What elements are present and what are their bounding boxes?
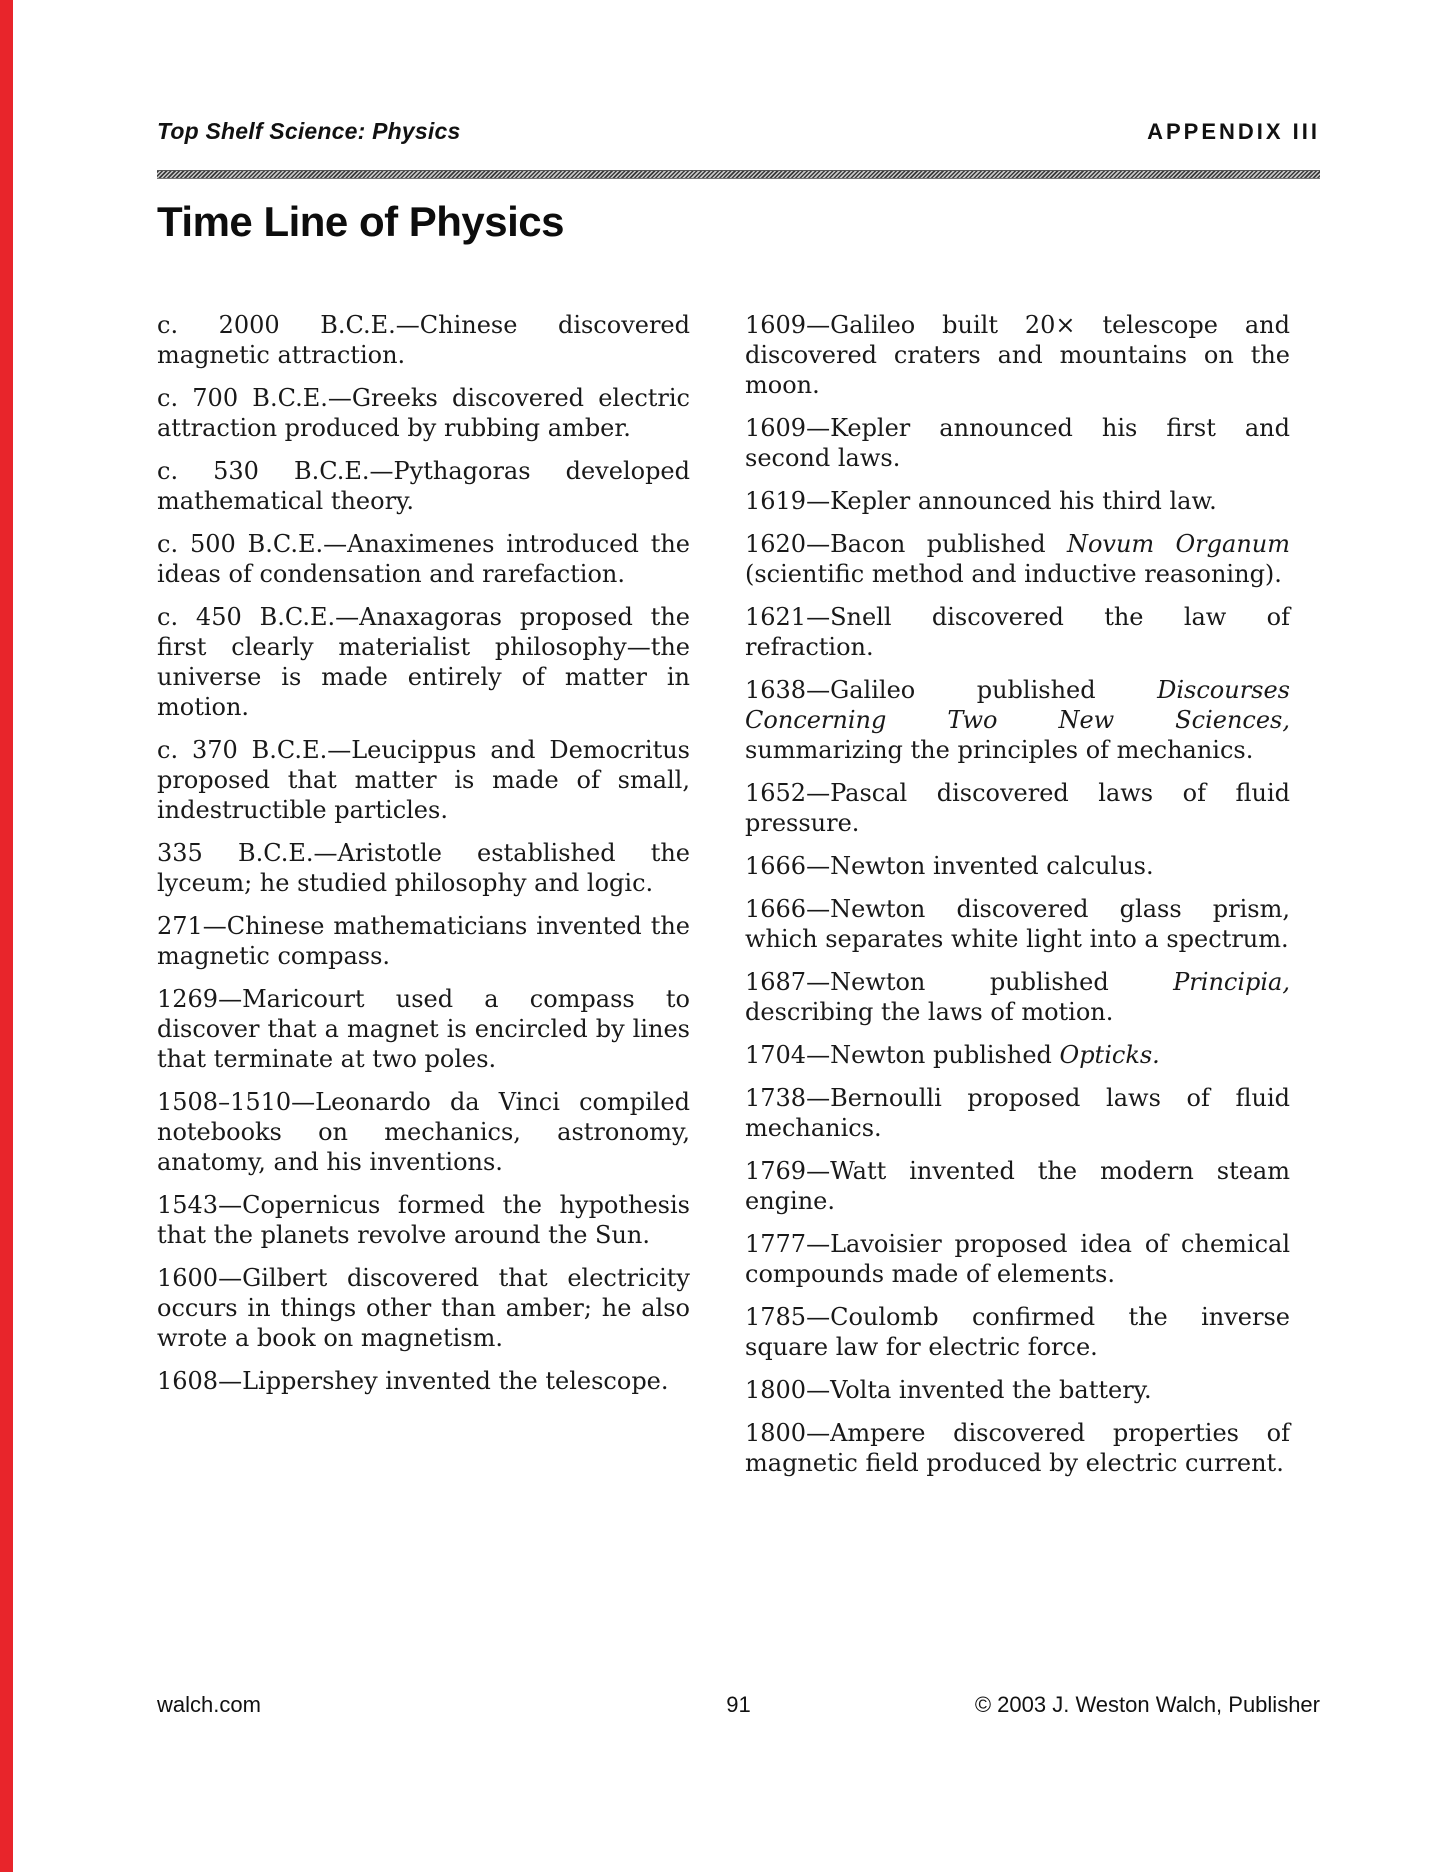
timeline-entry	[157, 383, 690, 443]
timeline-entry	[745, 1083, 1290, 1143]
timeline-entry-text: 1608—Lippershey invented the telescope.	[157, 1367, 669, 1395]
timeline-entry-text: 1621—Snell discovered the law of refraction.	[745, 603, 1290, 661]
timeline-entry	[745, 1302, 1290, 1362]
timeline-entry	[745, 894, 1290, 954]
timeline-entry-text: 1777—Lavoisier proposed idea of chemical compounds made of elements.	[745, 1230, 1290, 1288]
timeline-entry-text: 1785—Coulomb confirmed the inverse square law for electric force.	[745, 1303, 1290, 1361]
timeline-entry-text: 1800—Volta invented the battery.	[745, 1376, 1152, 1404]
timeline-entry	[745, 851, 1290, 881]
page-footer	[157, 1692, 1320, 1718]
timeline-entry-text: (scientific method and inductive reasoning).	[745, 560, 1282, 588]
timeline-entry-text: c. 2000 B.C.E.—Chinese discovered magnetic attraction.	[157, 311, 690, 369]
timeline-entry-text: c. 530 B.C.E.—Pythagoras developed mathematical theory.	[157, 457, 690, 515]
timeline-entry-text: 335 B.C.E.—Aristotle established the lyceum; he studied philosophy and logic.	[157, 839, 690, 897]
timeline-entry-italic-text: Discourses Concerning Two New Sciences,	[745, 676, 1290, 734]
timeline-entry-text: 1738—Bernoulli proposed laws of fluid mechanics.	[745, 1084, 1290, 1142]
footer-copyright: © 2003 J. Weston Walch, Publisher	[974, 1692, 1320, 1717]
timeline-entry	[157, 984, 690, 1074]
timeline-entry-text: 1609—Galileo built 20× telescope and discovered craters and mountains on the moon.	[745, 311, 1290, 399]
timeline-entry	[745, 602, 1290, 662]
timeline-entry	[157, 735, 690, 825]
timeline-entry-text: 1543—Copernicus formed the hypothesis that the planets revolve around the Sun.	[157, 1191, 690, 1249]
timeline-entry-italic-text: Principia,	[1173, 968, 1290, 996]
timeline-entry-text: 1666—Newton discovered glass prism, which separates white light into a spectrum.	[745, 895, 1290, 953]
timeline-entry-text: 1666—Newton invented calculus.	[745, 852, 1154, 880]
timeline-entry	[745, 1229, 1290, 1289]
timeline-column-left	[157, 310, 690, 1491]
timeline-entry-text: 1269—Maricourt used a compass to discover that a magnet is encircled by lines that terminate at two poles.	[157, 985, 690, 1073]
page-title: Time Line of Physics	[157, 198, 565, 245]
timeline-entry-text: 1619—Kepler announced his third law.	[745, 487, 1217, 515]
timeline-entry-text: 1638—Galileo published	[745, 676, 1158, 704]
timeline-entry	[745, 529, 1290, 589]
timeline-entry	[157, 1087, 690, 1177]
timeline-entry	[745, 310, 1290, 400]
timeline-entry	[745, 413, 1290, 473]
timeline-entry-text: summarizing the principles of mechanics.	[745, 736, 1254, 764]
timeline-entry-text: 1800—Ampere discovered properties of magnetic field produced by electric current.	[745, 1419, 1290, 1477]
timeline-entry	[157, 1190, 690, 1250]
timeline-entry	[745, 1375, 1290, 1405]
timeline-entry-text: 1620—Bacon published	[745, 530, 1067, 558]
timeline-entry	[157, 838, 690, 898]
timeline-entry	[157, 1263, 690, 1353]
timeline-entry-text: 1704—Newton published	[745, 1041, 1060, 1069]
timeline-entry-text: c. 500 B.C.E.—Anaximenes introduced the ideas of condensation and rarefaction.	[157, 530, 690, 588]
timeline-entry	[745, 486, 1290, 516]
timeline-entry-text: 1600—Gilbert discovered that electricity occurs in things other than amber; he also wrote a book on magnetism.	[157, 1264, 690, 1352]
timeline-entry-italic-text: Novum Organum	[1066, 530, 1290, 558]
timeline-entry	[745, 1156, 1290, 1216]
appendix-label: APPENDIX III	[1147, 119, 1320, 144]
timeline-entry-text: c. 370 B.C.E.—Leucippus and Democritus proposed that matter is made of small, indestructible particles.	[157, 736, 690, 824]
timeline-entry	[157, 1366, 690, 1396]
spine-accent-bar	[0, 0, 13, 1872]
page-header	[157, 118, 1320, 145]
timeline-entry	[745, 675, 1290, 765]
timeline-columns	[157, 310, 1290, 1491]
footer-website: walch.com	[157, 1692, 261, 1717]
timeline-entry	[745, 1040, 1290, 1070]
timeline-entry	[745, 967, 1290, 1027]
timeline-entry	[157, 310, 690, 370]
timeline-entry-text: 271—Chinese mathematicians invented the magnetic compass.	[157, 912, 690, 970]
timeline-entry-text: 1687—Newton published	[745, 968, 1174, 996]
timeline-entry	[157, 456, 690, 516]
timeline-entry-text: 1652—Pascal discovered laws of fluid pressure.	[745, 779, 1290, 837]
timeline-entry-italic-text: Opticks.	[1059, 1041, 1160, 1069]
timeline-entry	[157, 529, 690, 589]
timeline-entry	[745, 1418, 1290, 1478]
timeline-entry-text: c. 450 B.C.E.—Anaxagoras proposed the first clearly materialist philosophy—the universe is made entirely of matter in motion.	[157, 603, 690, 721]
timeline-entry-text: 1609—Kepler announced his first and second laws.	[745, 414, 1290, 472]
footer-page-number: 91	[726, 1692, 751, 1717]
timeline-column-right	[745, 310, 1290, 1491]
timeline-entry	[745, 778, 1290, 838]
timeline-entry-text: 1769—Watt invented the modern steam engine.	[745, 1157, 1290, 1215]
timeline-entry	[157, 602, 690, 722]
header-divider-rule	[157, 170, 1320, 179]
timeline-entry	[157, 911, 690, 971]
timeline-entry-text: describing the laws of motion.	[745, 998, 1114, 1026]
book-title: Top Shelf Science: Physics	[157, 118, 461, 144]
timeline-entry-text: 1508–1510—Leonardo da Vinci compiled notebooks on mechanics, astronomy, anatomy, and his inventions.	[157, 1088, 690, 1176]
timeline-entry-text: c. 700 B.C.E.—Greeks discovered electric attraction produced by rubbing amber.	[157, 384, 690, 442]
